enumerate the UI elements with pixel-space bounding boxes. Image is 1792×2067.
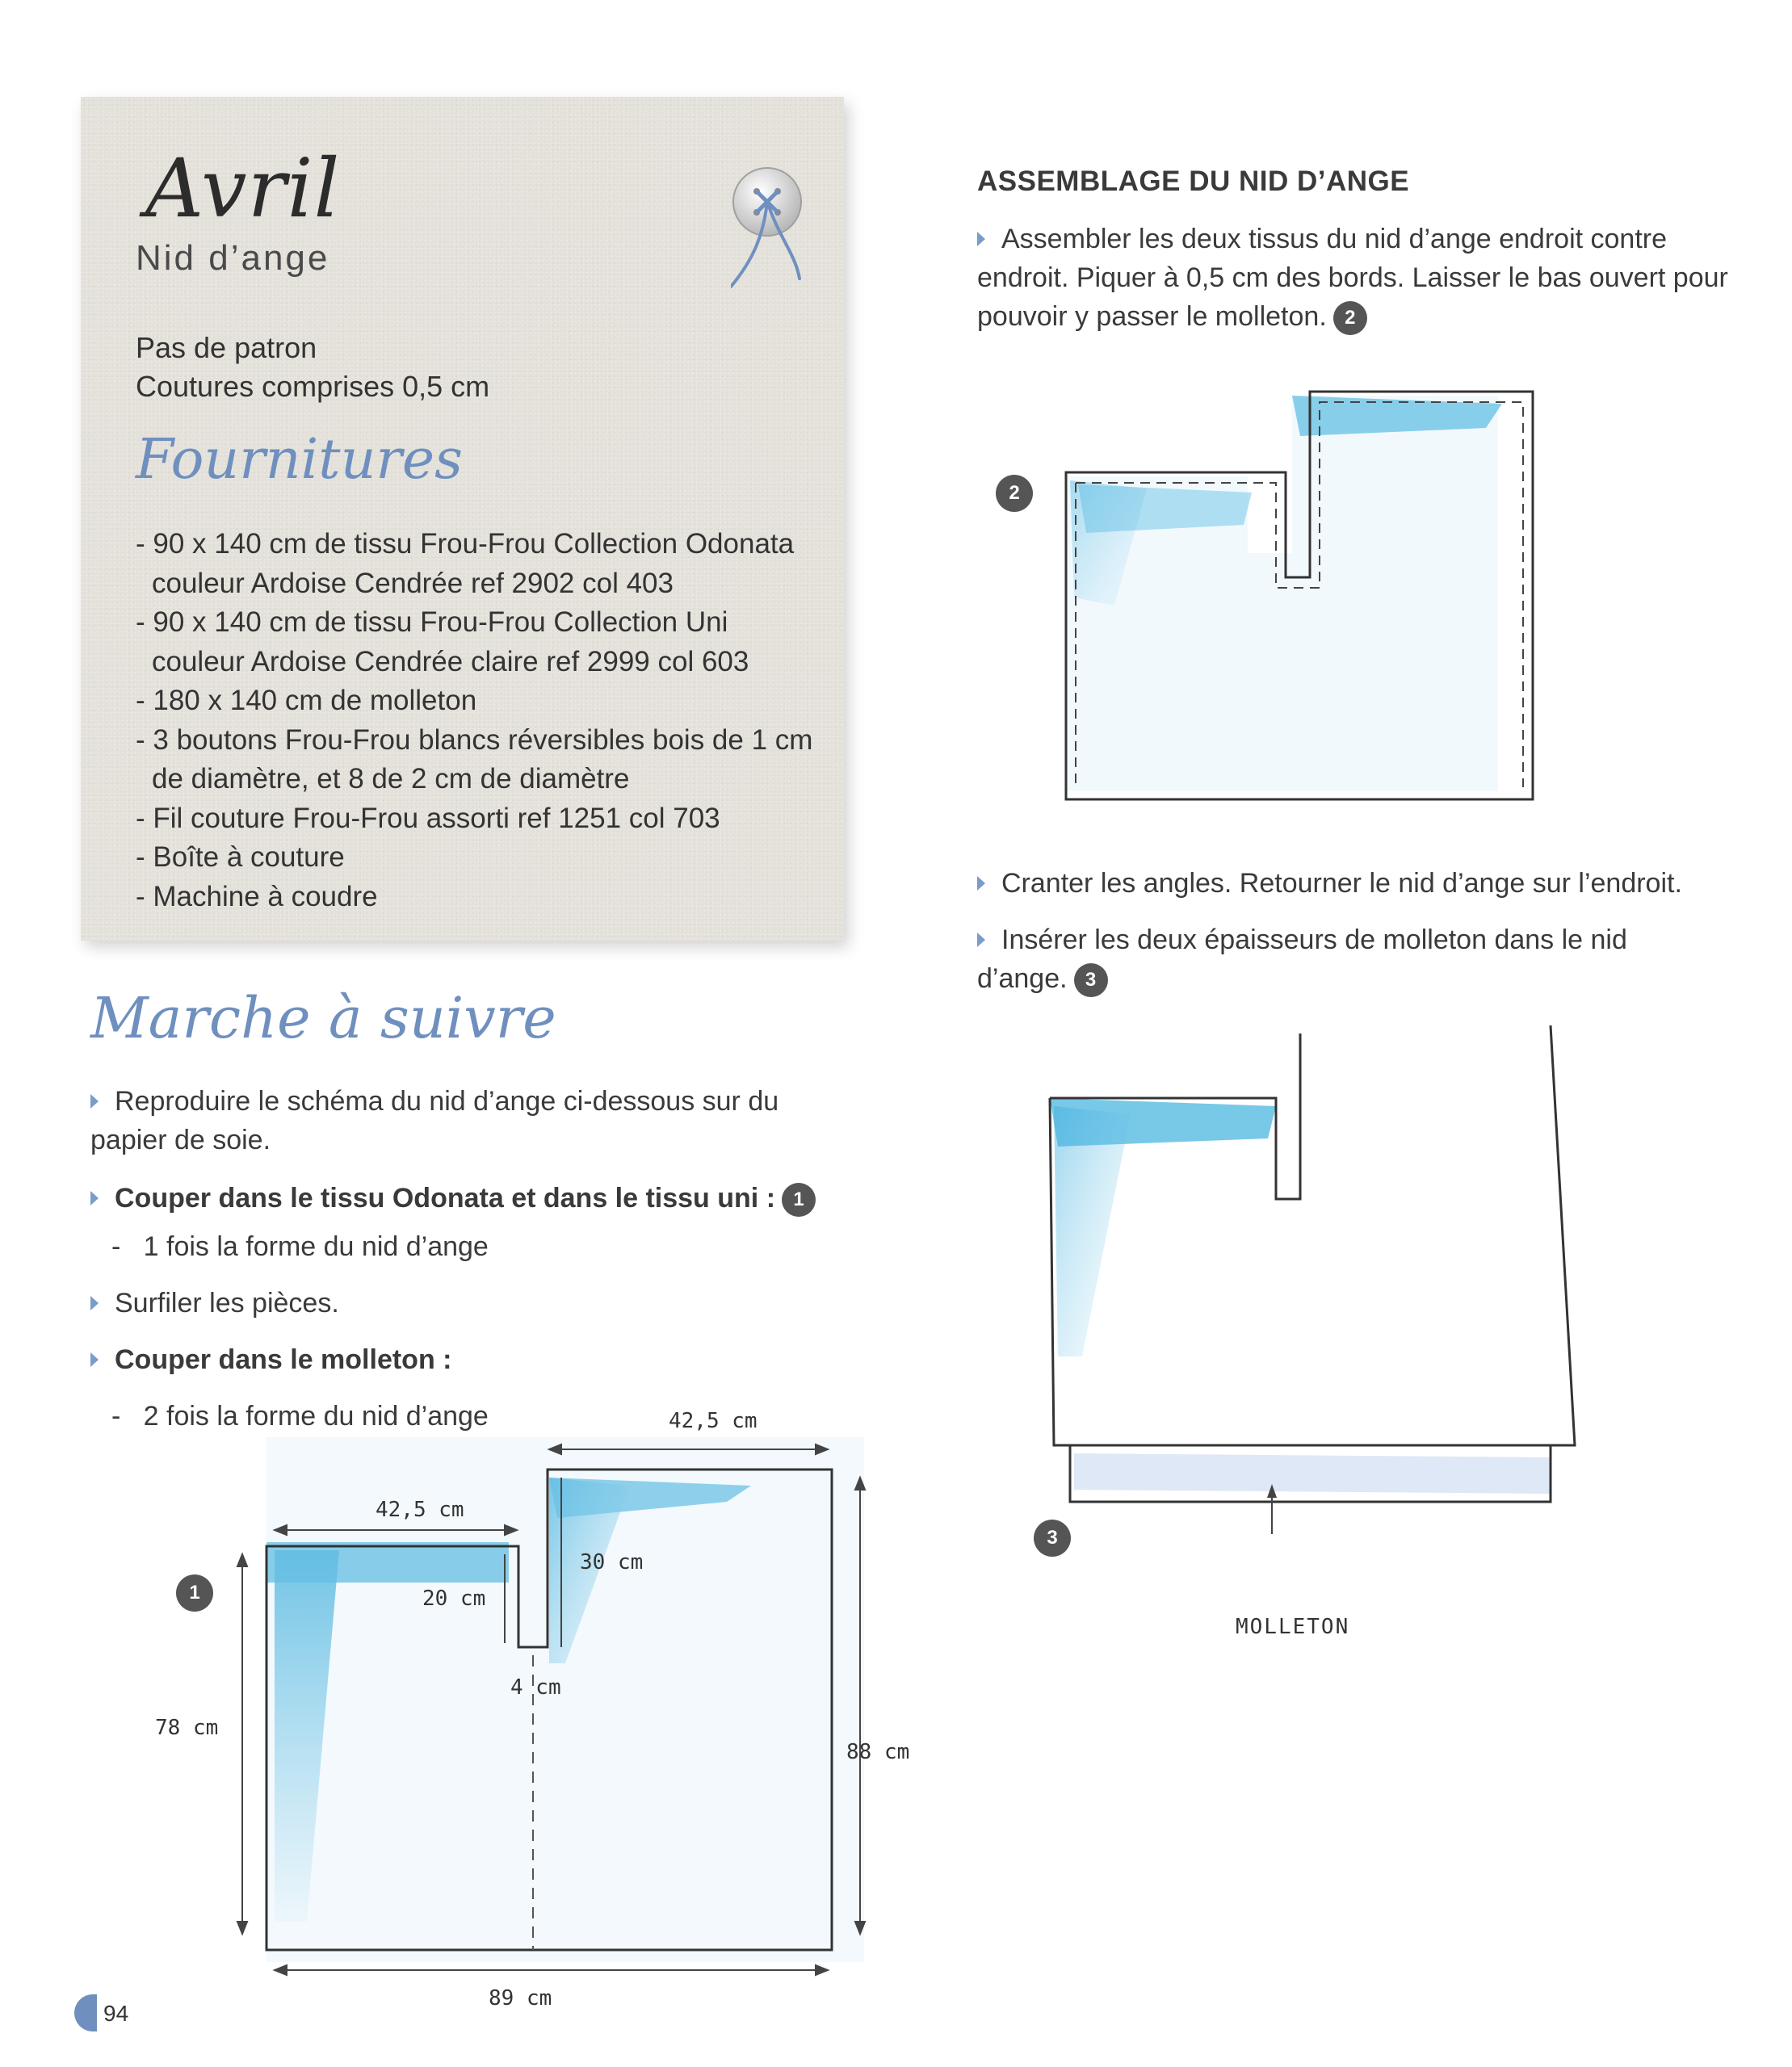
assembly-step-3 [977, 920, 1704, 998]
dimension-label: 42,5 cm [376, 1498, 464, 1522]
step-2-sub-text: 1 fois la forme du nid d’ange [143, 1231, 489, 1262]
assembly-step-2 [977, 864, 1752, 903]
supplies-heading: Fournitures [136, 428, 464, 492]
assembly-heading: ASSEMBLAGE DU NID D’ANGE [977, 166, 1410, 197]
dash: - [111, 1231, 144, 1262]
figure-badge: 2 [996, 475, 1033, 512]
supply-item: - Boîte à couture [136, 841, 345, 873]
bullet-icon [977, 876, 985, 891]
supply-item: - 90 x 140 cm de tissu Frou-Frou Collection Uni couleur Ardoise Cendrée claire ref 2999 col 603 [136, 606, 749, 677]
page-number: 94 [103, 2001, 129, 2026]
dimension-label: 88 cm [846, 1740, 910, 1764]
step-2-text: Couper dans le tissu Odonata et dans le tissu uni : [115, 1183, 776, 1214]
figure-badge: 3 [1034, 1520, 1071, 1557]
watercolor-wash [266, 1437, 864, 1962]
dash: - [111, 1401, 144, 1432]
bullet-icon [977, 933, 985, 947]
figure-badge: 1 [176, 1574, 213, 1612]
figure-badge: 1 [782, 1183, 816, 1217]
project-subtitle: Nid d’ange [136, 238, 330, 278]
bullet-icon [977, 232, 985, 246]
dimension-label: 42,5 cm [669, 1409, 758, 1433]
watercolor-wash [1066, 396, 1498, 791]
watercolor-wash [1054, 1106, 1131, 1356]
assembly-step-1-text: Assembler les deux tissus du nid d’ange endroit contre endroit. Piquer à 0,5 cm des bords. Laisser le bas ouvert pour pouvoir y passer le molleton. [977, 224, 1728, 332]
assembly-step-2-text: Cranter les angles. Retourner le nid d’ange sur l’endroit. [1001, 868, 1682, 899]
supply-item: - 90 x 140 cm de tissu Frou-Frou Collection Odonata couleur Ardoise Cendrée ref 2902 col 403 [136, 528, 795, 599]
supply-item: - 3 boutons Frou-Frou blancs réversibles bois de 1 cm de diamètre, et 8 de 2 cm de diamètre [136, 723, 813, 795]
figure-badge: 3 [1074, 963, 1108, 997]
dimension-label: 20 cm [422, 1587, 486, 1611]
batting-diagram [1034, 1017, 1583, 1534]
step-1-text: Reproduire le schéma du nid d’ange ci-dessous sur du papier de soie. [90, 1086, 779, 1155]
supply-item: - 180 x 140 cm de molleton [136, 685, 477, 716]
step-4-text: Couper dans le molleton : [115, 1344, 452, 1375]
supply-item: - Fil couture Frou-Frou assorti ref 1251 col 703 [136, 802, 720, 834]
figure-badge: 2 [1333, 301, 1367, 335]
seams-note: Coutures comprises 0,5 cm [136, 370, 490, 403]
pattern-outline [1050, 1025, 1575, 1445]
step-4-sub-text: 2 fois la forme du nid d’ange [143, 1401, 489, 1432]
month-title: Avril [145, 141, 341, 236]
dimension-label: 78 cm [155, 1716, 219, 1740]
watercolor-wash [1078, 484, 1252, 533]
steps-heading: Marche à suivre [90, 985, 556, 1051]
batting-label: MOLLETON [1236, 1615, 1350, 1639]
step-3-text: Surfiler les pièces. [115, 1288, 339, 1319]
stitching-diagram [1050, 379, 1551, 815]
dimension-label: 4 cm [510, 1675, 561, 1700]
supply-item: - Machine à coudre [136, 880, 378, 912]
dimension-label: 30 cm [580, 1550, 644, 1574]
batting-wash [1074, 1453, 1551, 1494]
assembly-step-1 [977, 220, 1728, 336]
pattern-note: Pas de patron [136, 331, 317, 364]
dimension-label: 89 cm [489, 1986, 552, 2010]
assembly-step-3-text: Insérer les deux épaisseurs de molleton dans le nid d’ange. [977, 924, 1627, 994]
